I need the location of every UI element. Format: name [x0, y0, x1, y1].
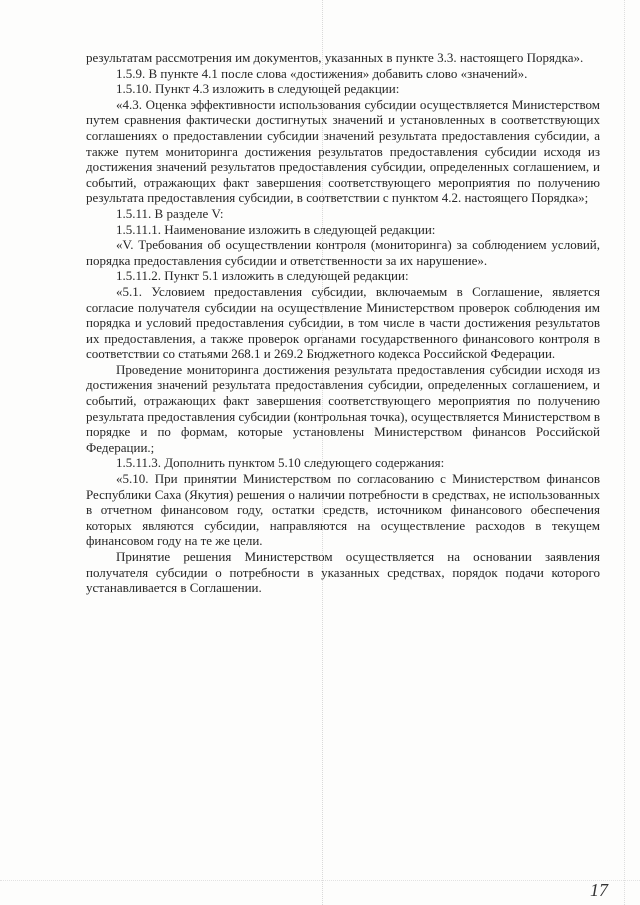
- paragraph-decision: Принятие решения Министерством осуществляется на основании заявления получателя субсидии о потребности в указанных средствах, порядок подачи которого устанавливается в Соглашении.: [86, 549, 600, 596]
- paragraph-monitoring: Проведение мониторинга достижения результата предоставления субсидии исходя из достижения значений результата предоставления субсидии, определенных соглашением, и событий, отражающих факт завершения соответствующего мероприятия по получению результата предоставления субсидии (контрольная точка), осуществляется Министерством в порядке и по формам, которые установлены Министерством финансов Российской Федерации.;: [86, 361, 601, 455]
- page-edge-bottom: [0, 880, 640, 881]
- paragraph-4-3: «4.3. Оценка эффективности использования субсидии осуществляется Министерством путем сравнения фактически достигнутых значений и установленных в соответствующих соглашениях о предоставлении субсидии значений результата предоставления субсидии, а также путем мониторинга достижения результатов предоставления субсидии исходя из достижения значений результатов предоставления субсидии, определенных соглашением, и событий, отражающих факт завершения соответствующего мероприятия по получению результата предоставления субсидии, в соответствии с пунктом 4.2. настоящего Порядка»;: [86, 96, 600, 206]
- paragraph-1-5-11-1: 1.5.11.1. Наименование изложить в следующей редакции:: [116, 221, 436, 237]
- paragraph-5-10: «5.10. При принятии Министерством по согласованию с Министерством финансов Республики Саха (Якутия) решения о наличии потребности в средствах, не использованных в отчетном финансовом году, остатки средств, источником финансового обеспечения которых являются субсидии, направляются на осуществление расходов в текущем финансовом году на те же цели.: [86, 471, 600, 549]
- paragraph-1-5-11: 1.5.11. В разделе V:: [116, 205, 224, 221]
- paragraph-1-5-11-3: 1.5.11.3. Дополнить пунктом 5.10 следующего содержания:: [116, 455, 445, 471]
- page-edge-right: [624, 0, 625, 905]
- paragraph-1-5-10: 1.5.10. Пункт 4.3 изложить в следующей редакции:: [116, 81, 400, 97]
- paragraph-section-v-title: «V. Требования об осуществлении контроля (мониторинга) за соблюдением условий, порядка предоставления субсидии и ответственности за их нарушение».: [86, 237, 600, 268]
- document-body: [86, 50, 600, 596]
- page-number: 17: [590, 880, 608, 900]
- paragraph-1-5-9: 1.5.9. В пункте 4.1 после слова «достижения» добавить слово «значений».: [116, 65, 528, 81]
- paragraph-5-1: «5.1. Условием предоставления субсидии, включаемым в Соглашение, является согласие получателя субсидии на осуществление Министерством проверок соблюдения им порядка и условий предоставления субсидии, в том числе в части достижения результатов их предоставления, а также проверок органами государственного финансового контроля в соответствии со статьями 268.1 и 269.2 Бюджетного кодекса Российской Федерации.: [86, 283, 600, 362]
- paragraph-continuation: результатам рассмотрения им документов, указанных в пункте 3.3. настоящего Порядка».: [86, 50, 584, 65]
- paragraph-1-5-11-2: 1.5.11.2. Пункт 5.1 изложить в следующей редакции:: [116, 268, 409, 284]
